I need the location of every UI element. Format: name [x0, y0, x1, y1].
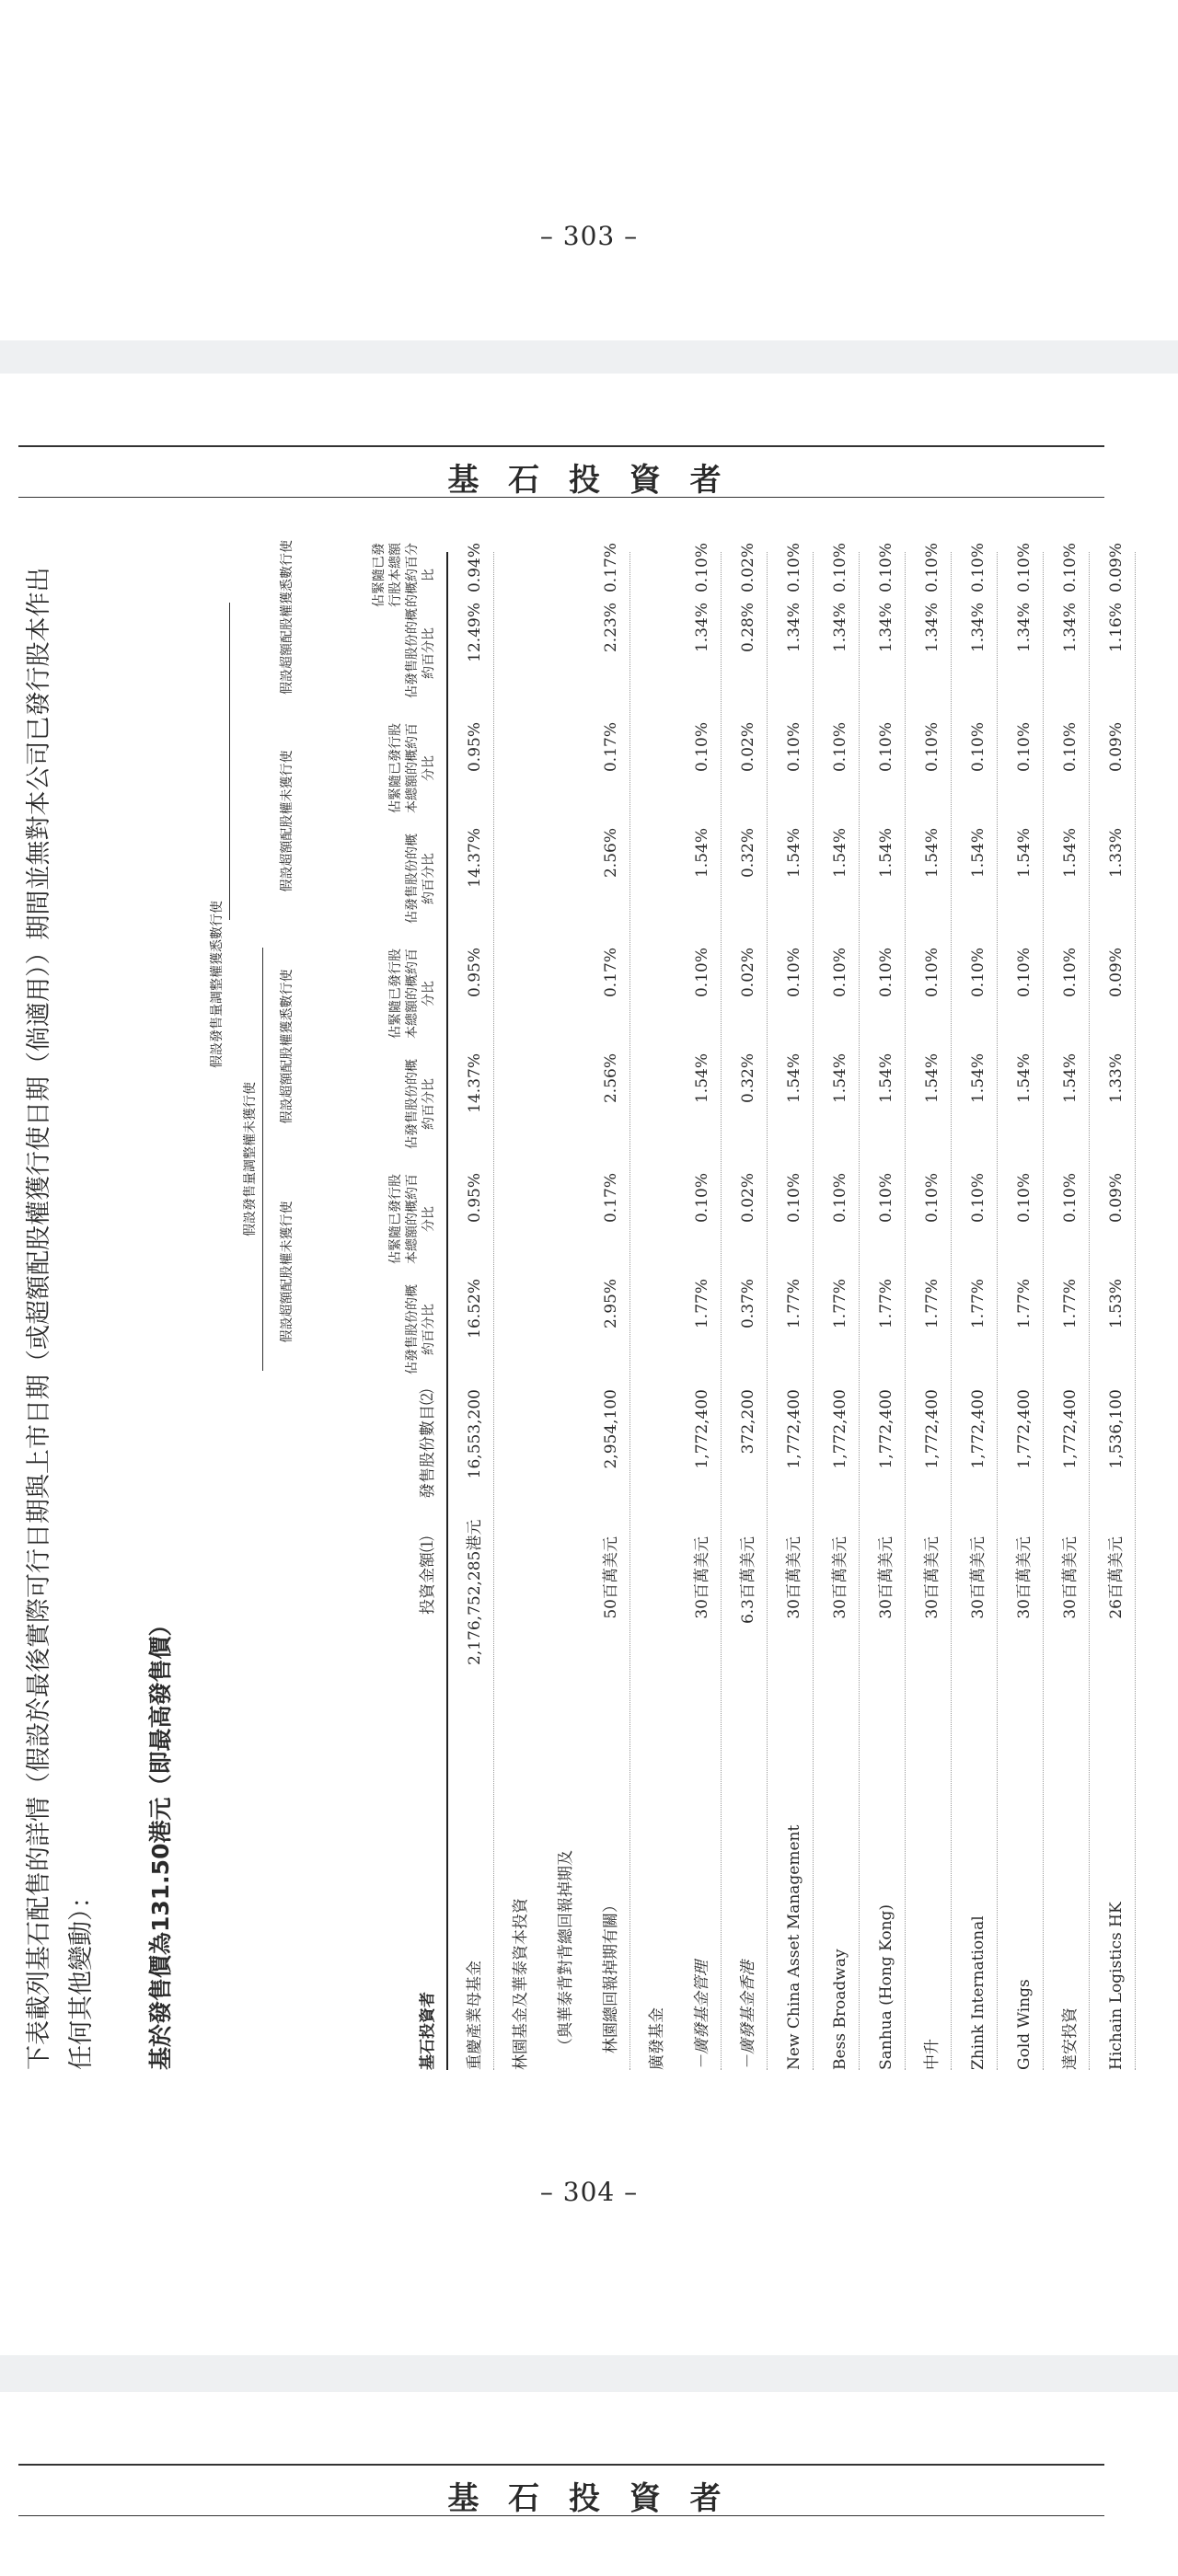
- section-title: 基 石 投 資 者: [447, 462, 731, 499]
- percentage-cell: 0.10%: [877, 543, 895, 593]
- offer-shares: 1,772,400: [831, 1389, 849, 1469]
- percentage-cell: 0.10%: [1015, 1173, 1034, 1224]
- percentage-cell: 1.33%: [1107, 1053, 1126, 1104]
- percentage-cell: 0.10%: [923, 722, 941, 773]
- header-pct-offer-4: 佔發售股份的概約百分比: [405, 608, 436, 698]
- percentage-cell: 0.10%: [923, 1173, 941, 1224]
- percentage-cell: 0.10%: [785, 948, 803, 998]
- percentage-cell: 1.54%: [693, 828, 711, 879]
- investment-amount: 30百萬美元: [969, 1536, 987, 1619]
- page-303-fragment: [0, 0, 1178, 340]
- table-row: [860, 543, 906, 2070]
- header-sub-b2: 假設超額配股權獲悉數行使: [280, 540, 294, 695]
- table-row: [998, 543, 1044, 2070]
- investor-name: 達安投資: [1061, 2007, 1080, 2070]
- investment-amount: 30百萬美元: [1015, 1536, 1034, 1619]
- investor-name: Zhink International: [969, 1915, 987, 2070]
- percentage-cell: 0.10%: [877, 1173, 895, 1224]
- percentage-cell: 0.10%: [785, 722, 803, 773]
- header-rule-top: [18, 445, 1104, 447]
- table-row: [630, 552, 676, 2070]
- percentage-cell: 0.02%: [739, 722, 757, 773]
- percentage-cell: 1.34%: [1015, 603, 1034, 653]
- percentage-cell: 0.10%: [877, 948, 895, 998]
- header-sub-b1: 假設超額配股權未獲行使: [280, 750, 294, 892]
- percentage-cell: 1.77%: [1061, 1279, 1080, 1329]
- header-pct-offer-3: 佔發售股份的概約百分比: [405, 834, 436, 924]
- page-number-top: – 303 –: [539, 221, 639, 251]
- percentage-cell: 1.54%: [969, 828, 987, 879]
- percentage-cell: 2.95%: [602, 1279, 620, 1329]
- percentage-cell: 0.10%: [693, 1173, 711, 1224]
- investor-name: 廣發基金: [648, 2007, 666, 2070]
- investor-name: Gold Wings: [1015, 1979, 1034, 2070]
- percentage-cell: 1.77%: [785, 1279, 803, 1329]
- percentage-cell: 1.54%: [785, 1053, 803, 1104]
- percentage-cell: 0.10%: [693, 948, 711, 998]
- header-rule-bottom-2: [18, 2515, 1104, 2516]
- table-row: [1044, 543, 1090, 2070]
- offer-shares: 1,772,400: [877, 1389, 895, 1469]
- percentage-cell: 12.49%: [466, 603, 484, 662]
- section-title-2: 基 石 投 資 者: [447, 2480, 731, 2517]
- offer-shares: 2,954,100: [602, 1389, 620, 1469]
- percentage-cell: 1.54%: [923, 828, 941, 879]
- investor-name: －廣發基金管理: [693, 1961, 711, 2070]
- investment-amount: 50百萬美元: [602, 1536, 620, 1619]
- table-row: [906, 543, 952, 2070]
- percentage-cell: 0.32%: [739, 1053, 757, 1104]
- investor-name: 林園基金及華泰資本投資: [512, 1898, 530, 2070]
- percentage-cell: 1.77%: [831, 1279, 849, 1329]
- percentage-cell: 0.10%: [969, 543, 987, 593]
- percentage-cell: 1.77%: [969, 1279, 987, 1329]
- table-row: [814, 543, 860, 2070]
- cornerstone-table: [198, 540, 1136, 2070]
- page-305-fragment: [0, 2392, 1178, 2576]
- percentage-cell: 0.17%: [602, 948, 620, 998]
- investor-name: New China Asset Management: [785, 1824, 803, 2070]
- percentage-cell: 1.34%: [969, 603, 987, 653]
- investment-amount: 26百萬美元: [1107, 1536, 1126, 1619]
- percentage-cell: 1.34%: [693, 603, 711, 653]
- percentage-cell: 0.17%: [602, 1173, 620, 1224]
- percentage-cell: 1.54%: [693, 1053, 711, 1104]
- percentage-cell: 1.34%: [1061, 603, 1080, 653]
- header-pct-cap-1: 佔緊隨已發行股本總額的概約百分比: [388, 1174, 436, 1264]
- investment-amount: 30百萬美元: [877, 1536, 895, 1619]
- investment-amount: 30百萬美元: [831, 1536, 849, 1619]
- header-group-b: 假設發售量調整權獲悉數行使: [210, 901, 225, 1068]
- header-pct-offer-1: 佔發售股份的概約百分比: [405, 1284, 436, 1374]
- percentage-cell: 2.23%: [602, 603, 620, 653]
- percentage-cell: 0.10%: [1061, 543, 1080, 593]
- percentage-cell: 0.10%: [877, 722, 895, 773]
- percentage-cell: 1.33%: [1107, 828, 1126, 879]
- investment-amount: 30百萬美元: [923, 1536, 941, 1619]
- percentage-cell: 1.34%: [923, 603, 941, 653]
- investor-name: 重慶產業母基金: [466, 1961, 484, 2070]
- percentage-cell: 1.34%: [831, 603, 849, 653]
- percentage-cell: 1.77%: [877, 1279, 895, 1329]
- offer-shares: 16,553,200: [466, 1389, 484, 1479]
- percentage-cell: 1.34%: [877, 603, 895, 653]
- header-group-a: 假設發售量調整權未獲行使: [243, 1082, 258, 1236]
- percentage-cell: 0.10%: [1015, 722, 1034, 773]
- percentage-cell: 16.52%: [466, 1279, 484, 1339]
- percentage-cell: 0.10%: [1061, 1173, 1080, 1224]
- percentage-cell: 0.10%: [831, 1173, 849, 1224]
- header-pct-offer-2: 佔發售股份的概約百分比: [405, 1059, 436, 1149]
- percentage-cell: 1.77%: [1015, 1279, 1034, 1329]
- percentage-cell: 14.37%: [466, 828, 484, 888]
- percentage-cell: 1.53%: [1107, 1279, 1126, 1329]
- percentage-cell: 0.09%: [1107, 948, 1126, 998]
- percentage-cell: 0.10%: [693, 543, 711, 593]
- investor-name: Sanhua (Hong Kong): [877, 1903, 895, 2070]
- percentage-cell: 0.17%: [602, 543, 620, 593]
- table-row: [584, 543, 630, 2070]
- percentage-cell: 2.56%: [602, 1053, 620, 1104]
- investor-name: 中升: [923, 2039, 941, 2070]
- percentage-cell: 0.09%: [1107, 543, 1126, 593]
- percentage-cell: 1.54%: [923, 1053, 941, 1104]
- percentage-cell: 0.10%: [831, 722, 849, 773]
- header-sub-a2: 假設超額配股權獲悉數行使: [280, 969, 294, 1124]
- table-row: [448, 543, 494, 2070]
- percentage-cell: 1.54%: [831, 828, 849, 879]
- percentage-cell: 0.28%: [739, 603, 757, 653]
- price-subheading: 基於發售價為131.50港元（即最高發售價）: [147, 1613, 174, 2070]
- percentage-cell: 0.09%: [1107, 722, 1126, 773]
- percentage-cell: 1.54%: [877, 828, 895, 879]
- percentage-cell: 1.77%: [923, 1279, 941, 1329]
- percentage-cell: 0.95%: [466, 1173, 484, 1224]
- percentage-cell: 1.34%: [785, 603, 803, 653]
- percentage-cell: 0.10%: [831, 948, 849, 998]
- percentage-cell: 0.10%: [785, 1173, 803, 1224]
- header-rule-bottom: [18, 497, 1104, 498]
- header-amount: 投資金額⑴: [419, 1536, 437, 1615]
- investor-name: －廣發基金香港: [739, 1961, 757, 2070]
- investment-amount: 6.3百萬美元: [739, 1536, 757, 1625]
- group-a-rule: [262, 948, 263, 1371]
- offer-shares: 1,772,400: [923, 1389, 941, 1469]
- page-gap-2: [0, 2355, 1178, 2392]
- percentage-cell: 0.95%: [466, 722, 484, 773]
- offer-shares: 1,772,400: [1061, 1389, 1080, 1469]
- percentage-cell: 14.37%: [466, 1053, 484, 1113]
- percentage-cell: 0.37%: [739, 1279, 757, 1329]
- investor-name: Hichain Logistics HK: [1107, 1902, 1126, 2070]
- table-row: [722, 543, 768, 2070]
- percentage-cell: 0.10%: [923, 543, 941, 593]
- investor-name: 林園總回報掉期有關）: [602, 1897, 620, 2053]
- page-number-mid: – 304 –: [539, 2177, 639, 2207]
- percentage-cell: 1.54%: [877, 1053, 895, 1104]
- percentage-cell: 1.54%: [785, 828, 803, 879]
- investor-name: Bess Broadway: [831, 1949, 849, 2070]
- offer-shares: 1,772,400: [693, 1389, 711, 1469]
- table-row: [539, 552, 584, 2070]
- percentage-cell: 2.56%: [602, 828, 620, 879]
- percentage-cell: 0.02%: [739, 543, 757, 593]
- investment-amount: 30百萬美元: [693, 1536, 711, 1619]
- percentage-cell: 1.54%: [969, 1053, 987, 1104]
- offer-shares: 1,772,400: [969, 1389, 987, 1469]
- header-rule-top-2: [18, 2464, 1104, 2466]
- offer-shares: 1,772,400: [1015, 1389, 1034, 1469]
- percentage-cell: 0.17%: [602, 722, 620, 773]
- percentage-cell: 1.54%: [831, 1053, 849, 1104]
- offer-shares: 372,200: [739, 1389, 757, 1455]
- intro-paragraph: 下表載列基石配售的詳情（假設於最後實際可行日期與上市日期（或超額配股權獲行使日期（倘適用））期間並無對本公司已發行股本作出任何其他變動）：: [25, 567, 96, 2070]
- percentage-cell: 0.10%: [1015, 948, 1034, 998]
- percentage-cell: 1.54%: [1015, 1053, 1034, 1104]
- offer-shares: 1,536,100: [1107, 1389, 1126, 1469]
- percentage-cell: 0.10%: [969, 948, 987, 998]
- percentage-cell: 1.16%: [1107, 603, 1126, 653]
- investment-amount: 30百萬美元: [1061, 1536, 1080, 1619]
- header-pct-cap-4: 佔緊隨已發行股本總額的概約百分比: [372, 543, 436, 607]
- percentage-cell: 0.10%: [1061, 948, 1080, 998]
- header-investor: 基石投資者: [419, 1992, 437, 2070]
- percentage-cell: 0.95%: [466, 948, 484, 998]
- percentage-cell: 1.77%: [693, 1279, 711, 1329]
- header-pct-cap-2: 佔緊隨已發行股本總額的概約百分比: [388, 949, 436, 1039]
- group-b-rule: [229, 603, 230, 920]
- percentage-cell: 0.10%: [1061, 722, 1080, 773]
- percentage-cell: 0.10%: [785, 543, 803, 593]
- percentage-cell: 1.54%: [1015, 828, 1034, 879]
- header-pct-cap-3: 佔緊隨已發行股本總額的概約百分比: [388, 723, 436, 813]
- header-sub-a1: 假設超額配股權未獲行使: [280, 1201, 294, 1343]
- table-body: [448, 543, 1136, 2070]
- percentage-cell: 0.32%: [739, 828, 757, 879]
- percentage-cell: 0.09%: [1107, 1173, 1126, 1224]
- percentage-cell: 0.10%: [969, 1173, 987, 1224]
- percentage-cell: 1.54%: [1061, 828, 1080, 879]
- header-shares: 發售股份數目⑵: [419, 1389, 437, 1499]
- table-header-row: [198, 540, 448, 2070]
- table-row: [1090, 543, 1136, 2070]
- table-row: [494, 552, 539, 2070]
- table-row: [676, 543, 722, 2070]
- percentage-cell: 0.02%: [739, 1173, 757, 1224]
- percentage-cell: 0.02%: [739, 948, 757, 998]
- landscape-page: [0, 515, 1178, 2098]
- page-gap: [0, 340, 1178, 374]
- percentage-cell: 0.94%: [466, 543, 484, 593]
- percentage-cell: 0.10%: [831, 543, 849, 593]
- table-row: [768, 543, 814, 2070]
- investment-amount: 30百萬美元: [785, 1536, 803, 1619]
- percentage-cell: 0.10%: [969, 722, 987, 773]
- rotated-content: [0, 515, 1178, 2098]
- percentage-cell: 0.10%: [693, 722, 711, 773]
- percentage-cell: 0.10%: [1015, 543, 1034, 593]
- investment-amount: 2,176,752,285港元: [466, 1519, 484, 1665]
- investor-name: （與華泰背對背總回報掉期及: [557, 1850, 575, 2053]
- percentage-cell: 0.10%: [923, 948, 941, 998]
- table-row: [952, 543, 998, 2070]
- offer-shares: 1,772,400: [785, 1389, 803, 1469]
- percentage-cell: 1.54%: [1061, 1053, 1080, 1104]
